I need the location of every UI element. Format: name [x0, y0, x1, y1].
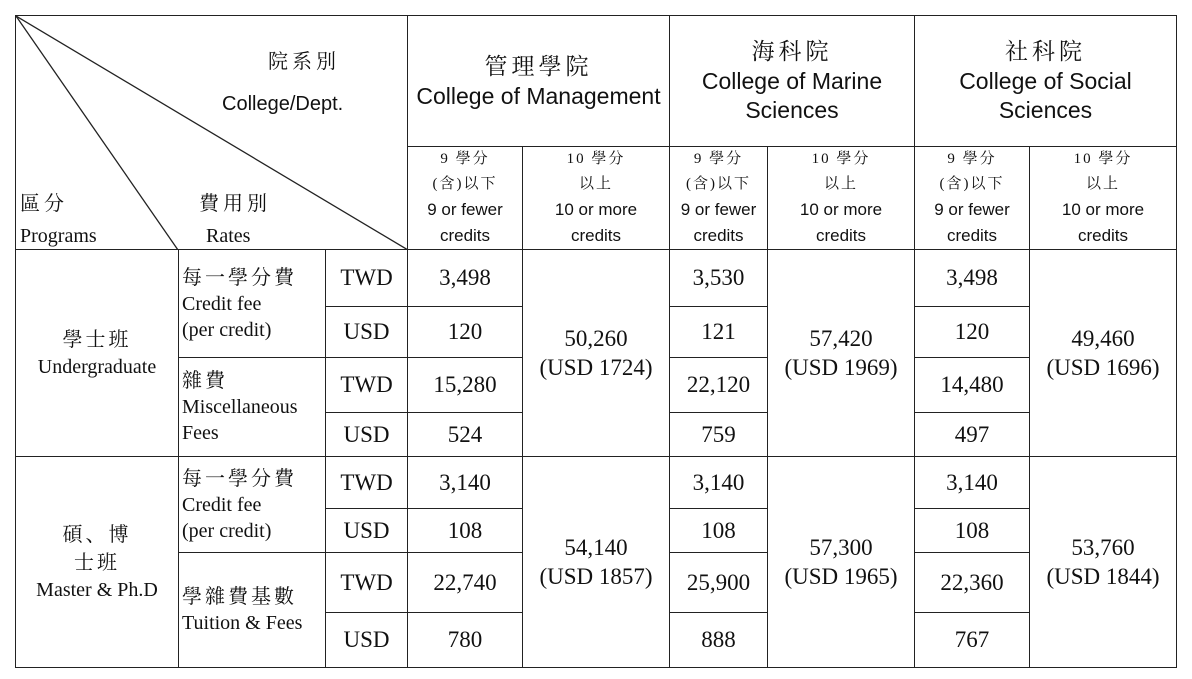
- flat-fee-usd: (USD 1857): [539, 564, 653, 589]
- rate-label-en-2: (per credit): [182, 519, 272, 542]
- credit-tier-en-2: credits: [946, 226, 998, 245]
- dept-label-zh: 院系別: [268, 51, 340, 73]
- value-cell: 15,280: [408, 358, 523, 413]
- value-cell: 3,140: [408, 457, 523, 509]
- value-cell: 780: [408, 613, 523, 668]
- program-label-zh-2: 士班: [74, 552, 120, 574]
- college-header-management: [408, 16, 670, 147]
- credit-header-more: [523, 147, 670, 250]
- rate-label-zh: 學雜費基數: [182, 586, 297, 608]
- value-cell: 759: [670, 413, 768, 457]
- credit-tier-en: 9 or fewer: [680, 200, 757, 219]
- rate-credit-fee: [179, 457, 326, 553]
- program-graduate: [16, 457, 179, 668]
- value-cell: 14,480: [915, 358, 1030, 413]
- flat-fee-twd: 53,760: [1071, 535, 1135, 560]
- program-label-zh: 學士班: [62, 329, 132, 351]
- credit-tier-zh-2: 以上: [823, 176, 858, 192]
- flat-fee-twd: 54,140: [564, 535, 628, 560]
- credit-header-fewer: [915, 147, 1030, 250]
- credit-tier-zh-2: (含)以下: [939, 176, 1005, 192]
- credit-tier-zh: 10 學分: [1073, 151, 1133, 167]
- value-cell: 524: [408, 413, 523, 457]
- programs-label-en: Programs: [20, 225, 97, 247]
- credit-tier-en-2: credits: [1077, 226, 1129, 245]
- flat-fee-usd: (USD 1844): [1046, 564, 1160, 589]
- value-cell: 3,530: [670, 250, 768, 307]
- credit-header-more: [1030, 147, 1177, 250]
- rates-label-zh: 費用別: [199, 193, 271, 215]
- rate-label-en-2: (per credit): [182, 318, 272, 341]
- value-cell: 767: [915, 613, 1030, 668]
- credit-tier-zh: 9 學分: [693, 151, 744, 167]
- currency-twd: TWD: [326, 250, 408, 307]
- flat-fee-usd: (USD 1965): [784, 564, 898, 589]
- value-cell: 497: [915, 413, 1030, 457]
- credit-tier-en-2: credits: [693, 226, 744, 245]
- college-name-zh: 管理學院: [484, 53, 593, 79]
- credit-tier-en-2: credits: [439, 226, 491, 245]
- value-cell: 3,140: [915, 457, 1030, 509]
- credit-tier-zh-2: (含)以下: [686, 176, 751, 192]
- value-cell: 108: [408, 509, 523, 553]
- currency-usd: USD: [326, 413, 408, 457]
- value-cell: 22,120: [670, 358, 768, 413]
- college-name-en: College of Management: [416, 82, 661, 109]
- flat-fee-twd: 49,460: [1071, 326, 1135, 351]
- college-name-en-line2: Sciences: [998, 97, 1093, 123]
- college-name-en-line2: Sciences: [745, 97, 839, 123]
- value-cell: 22,360: [915, 553, 1030, 613]
- credit-tier-zh-2: 以上: [578, 176, 613, 192]
- credit-header-fewer: [408, 147, 523, 250]
- rate-misc-fee: [179, 358, 326, 457]
- currency-twd: TWD: [326, 553, 408, 613]
- programs-label-zh: 區分: [20, 193, 68, 215]
- program-undergraduate: [16, 250, 179, 457]
- flat-fee-usd: (USD 1724): [539, 355, 653, 380]
- credit-header-more: [768, 147, 915, 250]
- college-name-en: College of Social: [959, 68, 1132, 94]
- rate-label-zh: 每一學分費: [182, 467, 297, 490]
- currency-usd: USD: [326, 307, 408, 358]
- credit-tier-en-2: credits: [815, 226, 867, 245]
- flat-fee-management: [523, 457, 670, 668]
- fee-table: [15, 15, 1177, 668]
- flat-fee-management: [523, 250, 670, 457]
- rate-label-en-2: Fees: [182, 422, 219, 444]
- currency-twd: TWD: [326, 358, 408, 413]
- rate-label-en: Tuition & Fees: [182, 612, 303, 634]
- currency-usd: USD: [326, 613, 408, 668]
- credit-tier-en: 9 or fewer: [427, 200, 503, 219]
- credit-tier-en: 10 or more: [554, 200, 638, 219]
- credit-tier-zh: 10 學分: [811, 151, 871, 167]
- value-cell: 120: [915, 307, 1030, 358]
- college-header-social: [915, 16, 1177, 147]
- value-cell: 108: [670, 509, 768, 553]
- rate-label-en: Credit fee: [182, 292, 262, 315]
- credit-tier-zh: 9 學分: [440, 151, 490, 167]
- flat-fee-twd: 57,300: [809, 535, 873, 560]
- program-label-zh: 碩、博: [62, 524, 132, 546]
- rate-tuition-fee: [179, 553, 326, 668]
- value-cell: 108: [915, 509, 1030, 553]
- credit-tier-zh-2: 以上: [1085, 176, 1120, 192]
- value-cell: 3,140: [670, 457, 768, 509]
- college-name-zh: 海科院: [751, 39, 833, 64]
- value-cell: 3,498: [915, 250, 1030, 307]
- value-cell: 25,900: [670, 553, 768, 613]
- flat-fee-twd: 57,420: [809, 326, 873, 351]
- dept-label-en: College/Dept.: [222, 93, 344, 115]
- flat-fee-usd: (USD 1696): [1046, 355, 1160, 380]
- currency-twd: TWD: [326, 457, 408, 509]
- college-name-zh: 社科院: [1005, 39, 1086, 64]
- rate-credit-fee: [179, 250, 326, 358]
- header-diagonal-cell: [16, 16, 408, 250]
- flat-fee-social: [1030, 457, 1177, 668]
- credit-tier-zh: 10 學分: [566, 151, 626, 167]
- rate-label-en: Miscellaneous: [182, 396, 298, 418]
- rate-label-en: Credit fee: [182, 493, 262, 516]
- rate-label-zh: 雜費: [182, 370, 228, 392]
- rate-label-zh: 每一學分費: [182, 266, 297, 289]
- credit-header-fewer: [670, 147, 768, 250]
- credit-tier-zh: 9 學分: [947, 151, 997, 167]
- program-label-en: Undergraduate: [37, 356, 157, 378]
- value-cell: 120: [408, 307, 523, 358]
- college-header-marine: [670, 16, 915, 147]
- value-cell: 121: [670, 307, 768, 358]
- flat-fee-social: [1030, 250, 1177, 457]
- flat-fee-marine: [768, 250, 915, 457]
- credit-tier-en-2: credits: [570, 226, 622, 245]
- credit-tier-en: 9 or fewer: [934, 200, 1010, 219]
- credit-tier-zh-2: (含)以下: [432, 176, 498, 192]
- rates-label-en: Rates: [206, 225, 251, 247]
- flat-fee-usd: (USD 1969): [784, 355, 898, 380]
- value-cell: 3,498: [408, 250, 523, 307]
- flat-fee-twd: 50,260: [564, 326, 628, 351]
- flat-fee-marine: [768, 457, 915, 668]
- value-cell: 888: [670, 613, 768, 668]
- college-name-en: College of Marine: [701, 68, 883, 94]
- credit-tier-en: 10 or more: [799, 200, 883, 219]
- value-cell: 22,740: [408, 553, 523, 613]
- program-label-en: Master & Ph.D: [36, 579, 158, 601]
- credit-tier-en: 10 or more: [1061, 200, 1145, 219]
- currency-usd: USD: [326, 509, 408, 553]
